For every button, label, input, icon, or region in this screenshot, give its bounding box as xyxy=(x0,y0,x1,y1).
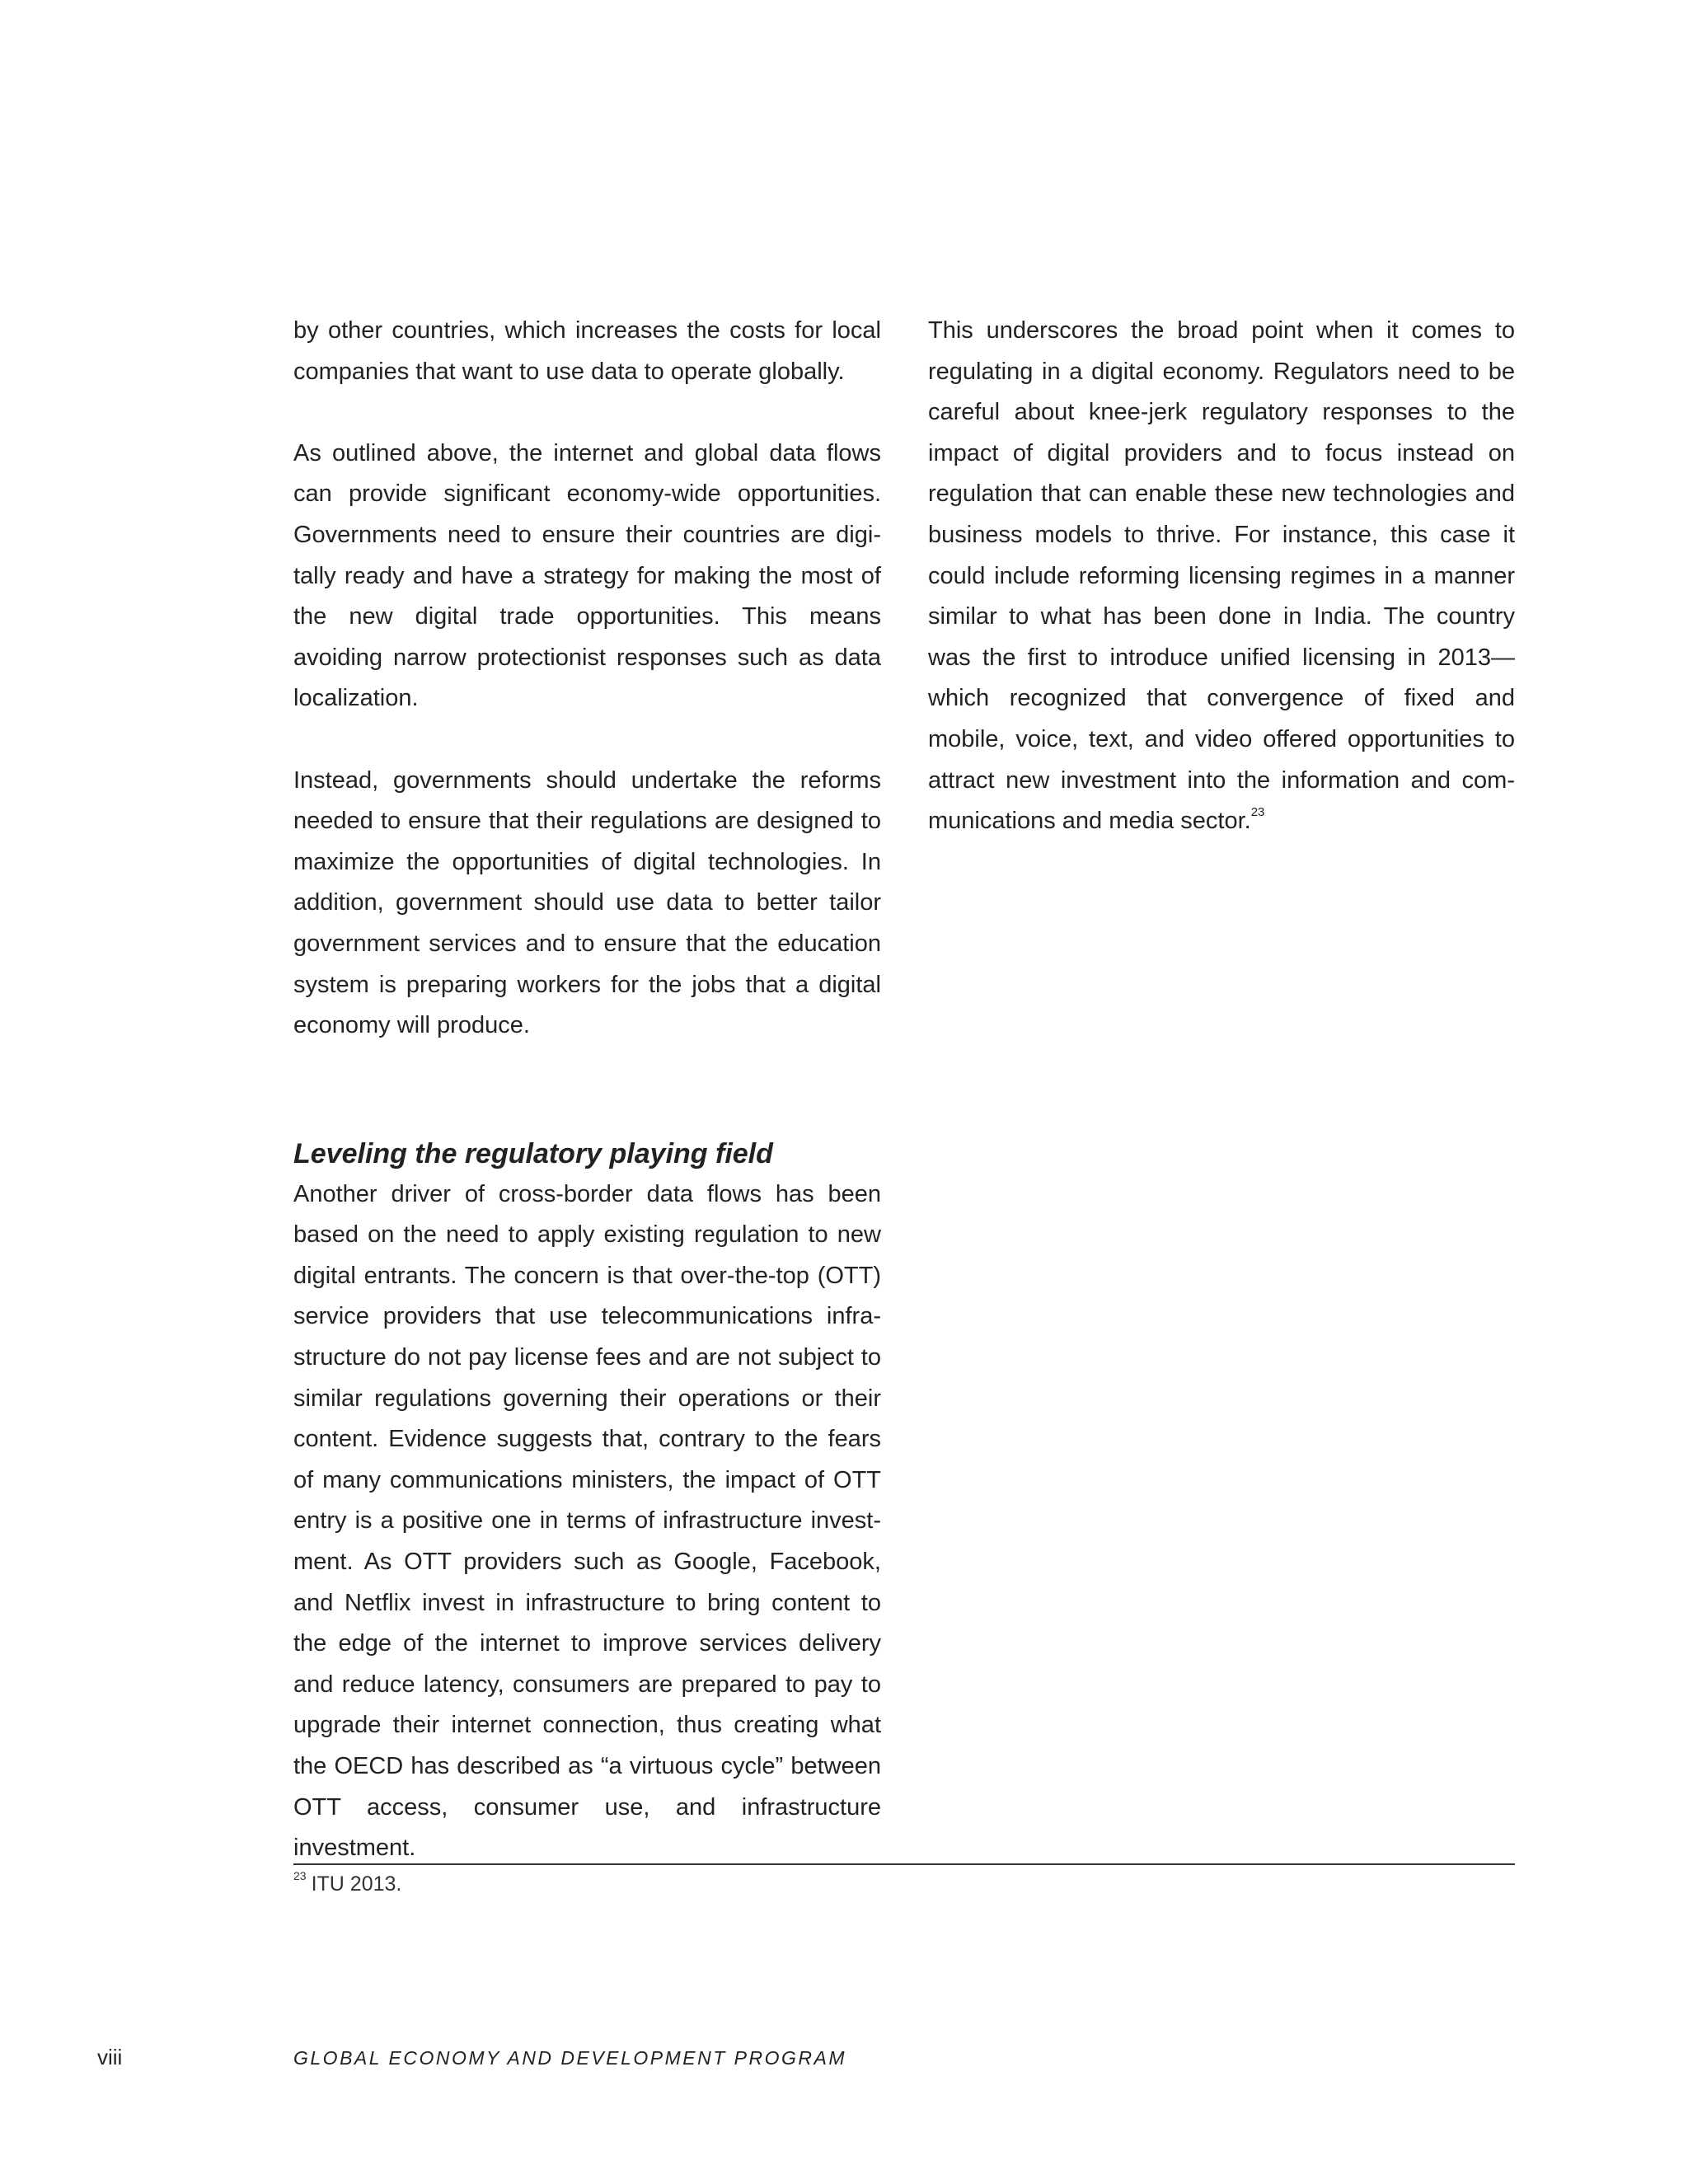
left-column xyxy=(293,311,881,1869)
footnote-number: 23 xyxy=(293,1868,307,1882)
body-paragraph-with-footnote xyxy=(928,311,1515,842)
footnote-text: ITU 2013. xyxy=(311,1872,402,1896)
footnote-reference[interactable]: 23 xyxy=(1250,805,1265,820)
right-column xyxy=(928,311,1515,842)
body-paragraph: by other countries, which increases the costs for local companies that want to use data to operate globally. xyxy=(293,317,881,385)
running-footer-title: GLOBAL ECONOMY AND DEVELOPMENT PROGRAM xyxy=(293,2047,846,2069)
body-paragraph: Instead, governments should undertake the reforms needed to ensure that their regulations are designed to maximize the opportunities of digital technologies. In addition, government should use data to better tailor government services and to ensure that the education system is preparing workers for the jobs that a digital economy will produce. xyxy=(293,766,881,1039)
body-paragraph: Another driver of cross-border data flows has been based on the need to apply existing regulation to new digital entrants. The concern is that over-the-top (OTT) service providers that use telecommunications infrastructure do not pay license fees and are not subject to similar regulations governing their operations or their content. Evidence suggests that, contrary to the fears of many communications ministers, the impact of OTT entry is a positive one in terms of infrastructure investment. As OTT providers such as Google, Facebook, and Netflix invest in infrastructure to bring content to the edge of the internet to improve services delivery and reduce latency, consumers are prepared to pay to upgrade their internet connection, thus creating what the OECD has described as “a virtuous cycle” between OTT access, consumer use, and infrastructure investment. xyxy=(293,1180,881,1862)
footnote xyxy=(293,1869,401,1899)
page-number: viii xyxy=(97,2045,123,2069)
body-paragraph: As outlined above, the internet and global data flows can provide significant economy-wide opportunities. Governments need to ensure their countries are digitally ready and have a strategy for making the most of the new digital trade opportunities. This means avoiding narrow protectionist responses such as data localization. xyxy=(293,439,881,712)
footnote-divider xyxy=(293,1863,1515,1865)
section-heading: Leveling the regulatory playing field xyxy=(293,1137,773,1169)
body-paragraph-text: This underscores the broad point when it comes to regulating in a digital economy. Regulators need to be careful about knee-jerk regulatory responses to the impact of digital providers and to focus instead on regulation that can enable these new technologies and business models to thrive. For instance, this case it could include reforming licensing regimes in a manner similar to what has been done in India. The country was the first to introduce unified licensing in 2013—which recognized that convergence of fixed and mobile, voice, text, and video offered opportunities to attract new investment into the information and communications and media sector. xyxy=(928,317,1515,835)
